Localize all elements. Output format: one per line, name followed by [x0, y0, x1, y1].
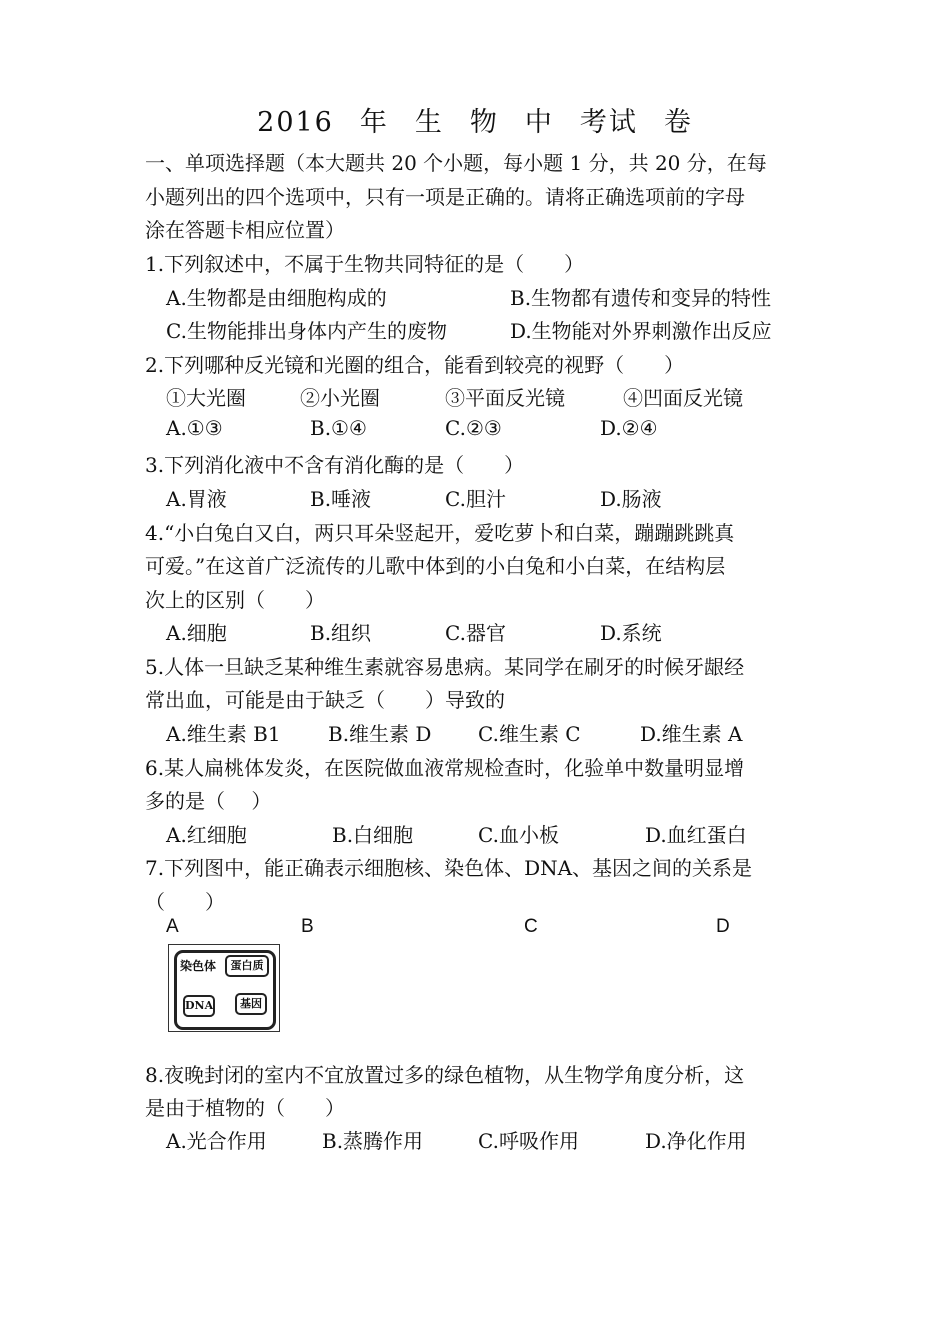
title-part: 考试 [579, 107, 638, 138]
q4-option-c: C.器官 [445, 621, 506, 645]
question-4-stem: 4.“小白兔白又白，两只耳朵竖起开，爱吃萝卜和白菜，蹦蹦跳跳真 [145, 521, 735, 545]
section-instructions-line: 小题列出的四个选项中，只有一项是正确的。请将正确选项前的字母 [145, 185, 745, 209]
section-instructions-line: 一、单项选择题（本大题共 20 个小题，每小题 1 分，共 20 分，在每 [145, 151, 767, 175]
q4-option-a: A.细胞 [166, 621, 227, 645]
q3-option-b: B.唾液 [310, 487, 372, 511]
question-4-stem: 可爱。”在这首广泛流传的儿歌中体到的小白兔和小白菜，在结构层 [145, 554, 726, 578]
q7-option-c-label: C [524, 916, 538, 937]
diagram-chromosome-label: 染色体 [180, 959, 217, 973]
q8-option-c: C.呼吸作用 [478, 1129, 579, 1153]
diagram-dna-box: DNA [183, 995, 215, 1017]
title-part: 年 [359, 107, 389, 138]
question-2-stem: 2.下列哪种反光镜和光圈的组合，能看到较亮的视野（ ） [145, 353, 685, 377]
q5-option-d: D.维生素 A [640, 722, 743, 746]
section-instructions-line: 涂在答题卡相应位置） [145, 218, 345, 242]
q6-option-c: C.血小板 [478, 823, 559, 847]
q5-option-c: C.维生素 C [478, 722, 581, 746]
q1-option-a: A.生物都是由细胞构成的 [166, 286, 387, 310]
q8-option-d: D.净化作用 [645, 1129, 747, 1153]
q3-option-c: C.胆汁 [445, 487, 506, 511]
q7-option-b-label: B [301, 916, 314, 937]
q1-option-d: D.生物能对外界刺激作出反应 [510, 319, 772, 343]
q2-option-a: A.①③ [166, 416, 223, 440]
question-5-stem: 常出血，可能是由于缺乏（ ）导致的 [145, 688, 505, 712]
q6-option-d: D.血红蛋白 [645, 823, 747, 847]
question-6-stem: 6.某人扁桃体发炎，在医院做血液常规检查时，化验单中数量明显增 [145, 756, 745, 780]
q8-option-a: A.光合作用 [166, 1129, 267, 1153]
question-7-stem: （ ） [145, 890, 225, 914]
q7-option-a-diagram [168, 944, 280, 1032]
question-6-stem: 多的是（ ） [145, 789, 272, 813]
q2-option-c: C.②③ [445, 416, 502, 440]
q4-option-b: B.组织 [310, 621, 372, 645]
q4-option-d: D.系统 [600, 621, 662, 645]
q1-option-c: C.生物能排出身体内产生的废物 [166, 319, 447, 343]
chromosome-container [174, 950, 276, 1030]
question-5-stem: 5.人体一旦缺乏某种维生素就容易患病。某同学在刷牙的时候牙龈经 [145, 655, 745, 679]
q7-option-d-label: D [716, 916, 730, 937]
q2-item-2: ②小光圈 [300, 386, 380, 410]
title-part: 物 [469, 107, 499, 138]
q8-option-b: B.蒸腾作用 [322, 1129, 424, 1153]
q5-option-a: A.维生素 B1 [166, 722, 281, 746]
q6-option-a: A.红细胞 [166, 823, 247, 847]
q3-option-d: D.肠液 [600, 487, 662, 511]
q7-option-a-label: A [166, 916, 179, 937]
diagram-protein-box: 蛋白质 [225, 955, 269, 977]
question-1-stem: 1.下列叙述中，不属于生物共同特征的是（ ） [145, 252, 585, 276]
q6-option-b: B.白细胞 [332, 823, 414, 847]
q2-item-4: ④凹面反光镜 [623, 386, 743, 410]
question-8-stem: 8.夜晚封闭的室内不宜放置过多的绿色植物，从生物学角度分析，这 [145, 1063, 745, 1087]
q5-option-b: B.维生素 D [328, 722, 432, 746]
title-part: 2016 [257, 107, 334, 138]
question-3-stem: 3.下列消化液中不含有消化酶的是（ ） [145, 453, 525, 477]
title-part: 中 [524, 107, 554, 138]
q2-option-d: D.②④ [600, 416, 658, 440]
title-part: 生 [414, 107, 444, 138]
question-7-stem: 7.下列图中，能正确表示细胞核、染色体、DNA、基因之间的关系是 [145, 856, 753, 880]
title-part: 卷 [663, 107, 693, 138]
question-8-stem: 是由于植物的（ ） [145, 1096, 345, 1120]
page-title [0, 100, 950, 139]
q2-item-1: ①大光圈 [166, 386, 246, 410]
q2-option-b: B.①④ [310, 416, 367, 440]
q2-item-3: ③平面反光镜 [445, 386, 565, 410]
diagram-gene-box: 基因 [235, 993, 267, 1015]
q3-option-a: A.胃液 [166, 487, 227, 511]
question-4-stem: 次上的区别（ ） [145, 588, 325, 612]
q1-option-b: B.生物都有遗传和变异的特性 [510, 286, 772, 310]
